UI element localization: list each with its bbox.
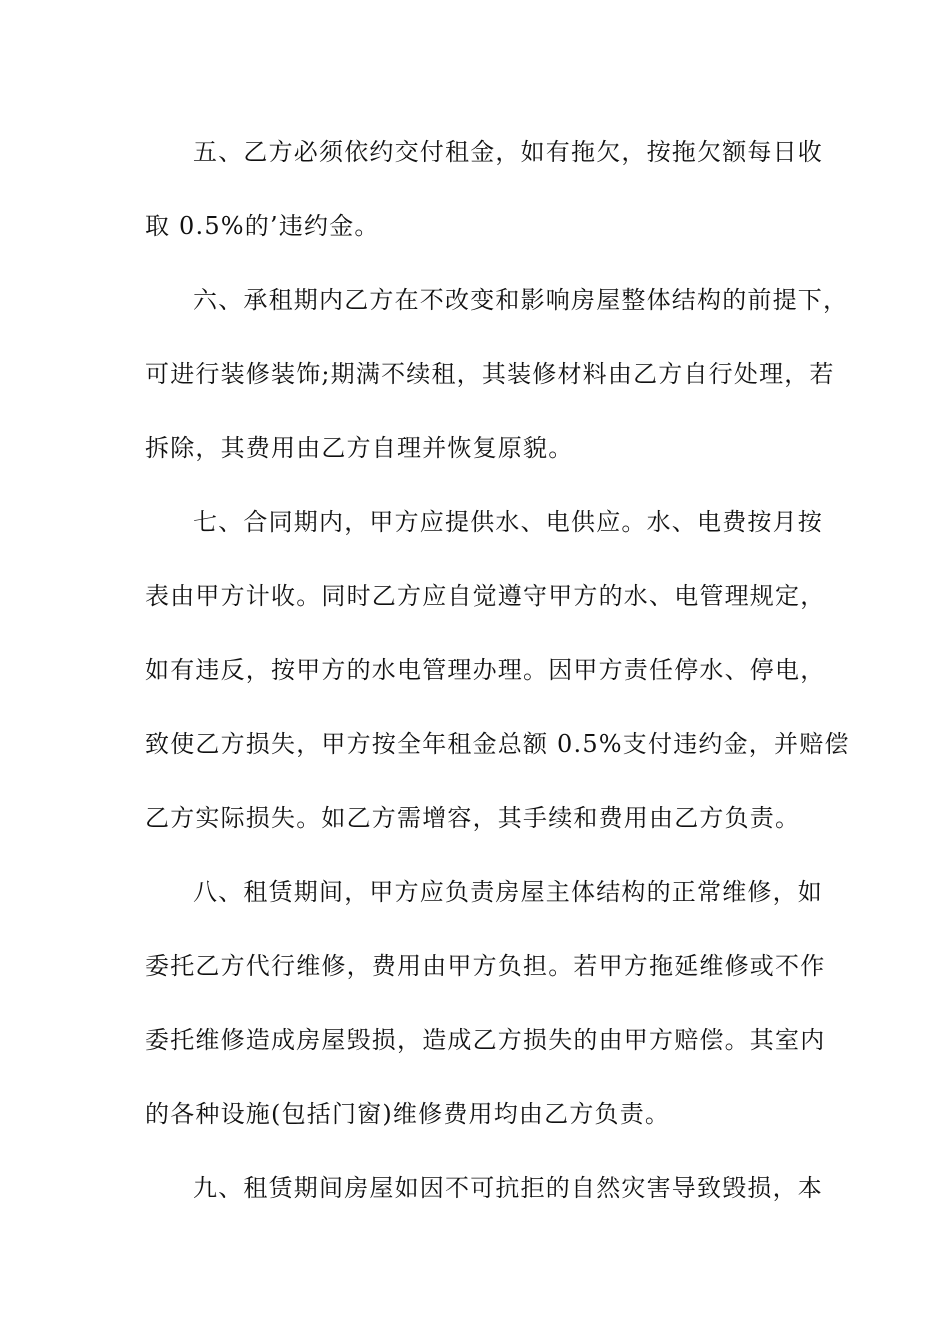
clause-8-line-2: 委托乙方代行维修，费用由甲方负担。若甲方拖延维修或不作 <box>145 952 826 980</box>
clause-5-line-1: 五、乙方必须依约交付租金，如有拖欠，按拖欠额每日收 <box>193 138 823 166</box>
clause-9-line-1: 九、租赁期间房屋如因不可抗拒的自然灾害导致毁损，本 <box>193 1174 823 1202</box>
clause-7-line-1: 七、合同期内，甲方应提供水、电供应。水、电费按月按 <box>193 508 823 536</box>
clause-8-line-4: 的各种设施(包括门窗)维修费用均由乙方负责。 <box>145 1100 671 1128</box>
clause-6-line-2: 可进行装修装饰;期满不续租，其装修材料由乙方自行处理，若 <box>145 360 835 388</box>
clause-8-line-3: 委托维修造成房屋毁损，造成乙方损失的由甲方赔偿。其室内 <box>145 1026 826 1054</box>
clause-7-line-3: 如有违反，按甲方的水电管理办理。因甲方责任停水、停电， <box>145 656 826 684</box>
clause-7-line-4: 致使乙方损失，甲方按全年租金总额 0.5%支付违约金，并赔偿 <box>145 730 850 758</box>
clause-7-line-2: 表由甲方计收。同时乙方应自觉遵守甲方的水、电管理规定， <box>145 582 826 610</box>
clause-7-line-5: 乙方实际损失。如乙方需增容，其手续和费用由乙方负责。 <box>145 804 801 832</box>
clause-8-line-1: 八、租赁期间，甲方应负责房屋主体结构的正常维修，如 <box>193 878 823 906</box>
clause-6-line-3: 拆除，其费用由乙方自理并恢复原貌。 <box>145 434 574 462</box>
clause-6-line-1: 六、承租期内乙方在不改变和影响房屋整体结构的前提下， <box>193 286 849 314</box>
clause-5-line-2: 取 0.5%的’违约金。 <box>145 212 380 240</box>
